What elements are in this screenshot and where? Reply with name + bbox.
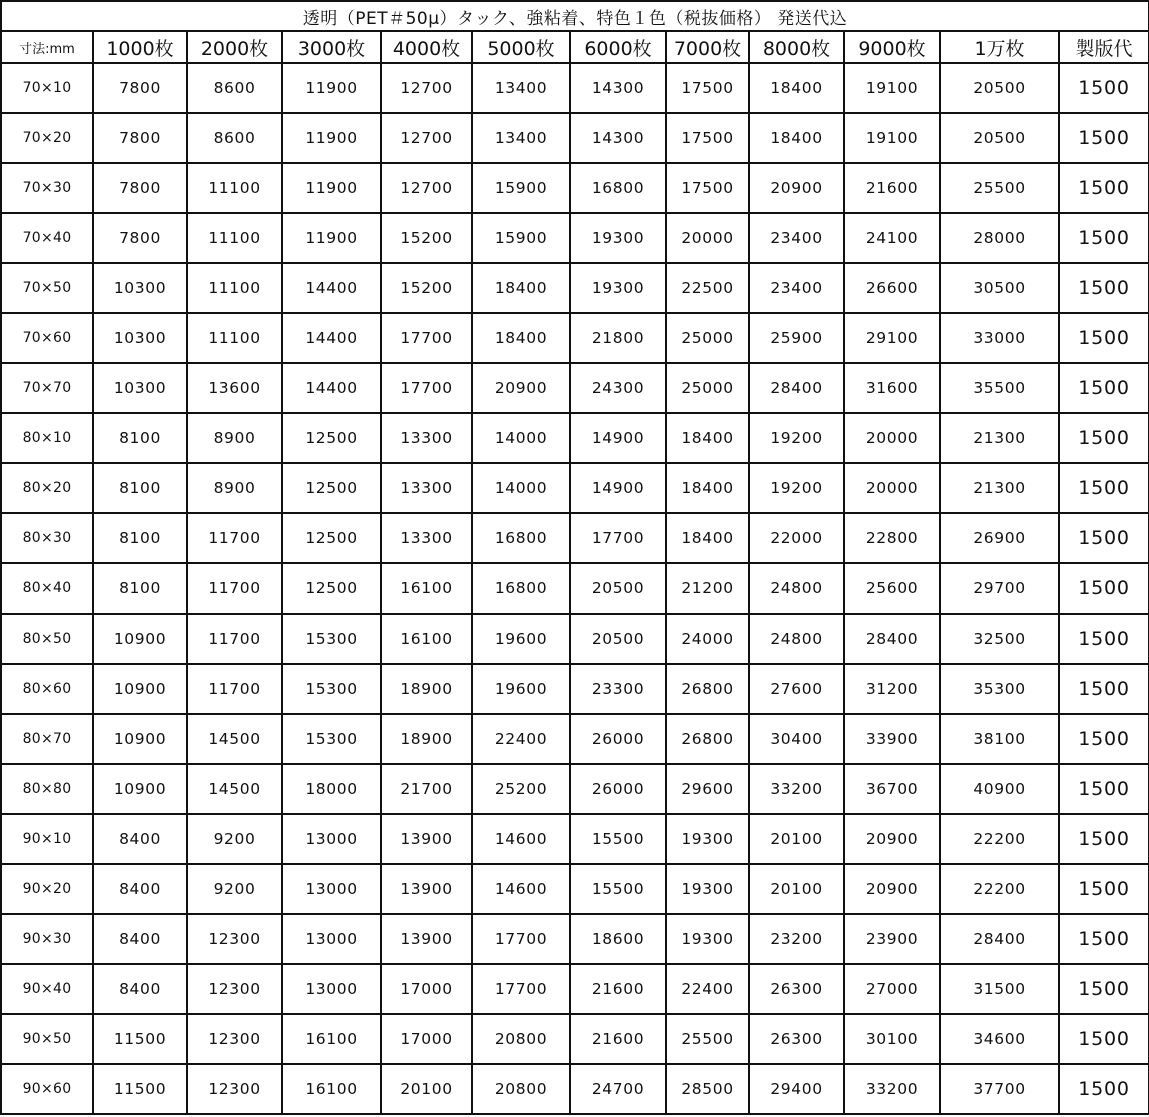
size-cell: 90×10 — [1, 814, 93, 864]
column-header-quantity: 6000枚 — [570, 31, 666, 63]
price-cell: 25000 — [666, 363, 749, 413]
plate-fee-cell: 1500 — [1059, 714, 1149, 764]
plate-fee-cell: 1500 — [1059, 363, 1149, 413]
price-cell: 25000 — [666, 313, 749, 363]
price-cell: 15200 — [381, 263, 472, 313]
size-cell: 80×20 — [1, 463, 93, 513]
price-cell: 20800 — [472, 1064, 570, 1114]
price-cell: 25900 — [749, 313, 844, 363]
plate-fee-cell: 1500 — [1059, 213, 1149, 263]
size-cell: 80×60 — [1, 664, 93, 714]
price-cell: 28000 — [940, 213, 1059, 263]
column-header-quantity: 3000枚 — [282, 31, 381, 63]
price-cell: 21300 — [940, 463, 1059, 513]
price-cell: 12300 — [187, 914, 282, 964]
price-cell: 9200 — [187, 864, 282, 914]
price-cell: 22400 — [472, 714, 570, 764]
plate-fee-cell: 1500 — [1059, 63, 1149, 113]
price-cell: 21300 — [940, 413, 1059, 463]
price-cell: 16100 — [282, 1064, 381, 1114]
plate-fee-cell: 1500 — [1059, 463, 1149, 513]
price-cell: 20900 — [844, 814, 940, 864]
price-cell: 27600 — [749, 664, 844, 714]
price-cell: 13300 — [381, 513, 472, 563]
price-cell: 11700 — [187, 563, 282, 613]
price-cell: 20900 — [844, 864, 940, 914]
price-cell: 38100 — [940, 714, 1059, 764]
price-cell: 30500 — [940, 263, 1059, 313]
price-cell: 14400 — [282, 263, 381, 313]
price-cell: 30400 — [749, 714, 844, 764]
size-cell: 80×10 — [1, 413, 93, 463]
table-row — [1, 614, 1149, 664]
price-cell: 19600 — [472, 614, 570, 664]
price-cell: 8400 — [93, 964, 187, 1014]
price-cell: 18600 — [570, 914, 666, 964]
table-row — [1, 363, 1149, 413]
price-cell: 28500 — [666, 1064, 749, 1114]
price-cell: 8600 — [187, 113, 282, 163]
price-cell: 21600 — [844, 163, 940, 213]
price-cell: 16800 — [472, 563, 570, 613]
price-cell: 12700 — [381, 63, 472, 113]
size-cell: 80×80 — [1, 764, 93, 814]
price-cell: 23300 — [570, 664, 666, 714]
price-cell: 15300 — [282, 664, 381, 714]
price-cell: 18000 — [282, 764, 381, 814]
plate-fee-cell: 1500 — [1059, 614, 1149, 664]
price-cell: 11700 — [187, 513, 282, 563]
price-cell: 20000 — [666, 213, 749, 263]
table-row — [1, 63, 1149, 113]
price-cell: 15300 — [282, 714, 381, 764]
price-cell: 11900 — [282, 113, 381, 163]
table-row — [1, 814, 1149, 864]
price-cell: 24800 — [749, 563, 844, 613]
plate-fee-cell: 1500 — [1059, 513, 1149, 563]
price-cell: 10900 — [93, 764, 187, 814]
price-cell: 20100 — [749, 814, 844, 864]
price-cell: 12500 — [282, 513, 381, 563]
price-cell: 21200 — [666, 563, 749, 613]
price-cell: 14300 — [570, 113, 666, 163]
price-cell: 20500 — [570, 614, 666, 664]
price-cell: 13400 — [472, 113, 570, 163]
price-cell: 8100 — [93, 463, 187, 513]
price-cell: 16100 — [381, 563, 472, 613]
price-cell: 22000 — [749, 513, 844, 563]
table-row — [1, 563, 1149, 613]
price-cell: 14900 — [570, 413, 666, 463]
column-header-quantity: 5000枚 — [472, 31, 570, 63]
table-row — [1, 764, 1149, 814]
table-row — [1, 513, 1149, 563]
price-cell: 13000 — [282, 814, 381, 864]
price-cell: 21700 — [381, 764, 472, 814]
table-row — [1, 914, 1149, 964]
price-cell: 11100 — [187, 163, 282, 213]
price-cell: 19300 — [666, 864, 749, 914]
price-cell: 8400 — [93, 914, 187, 964]
price-cell: 17700 — [472, 914, 570, 964]
table-row — [1, 714, 1149, 764]
price-cell: 13900 — [381, 814, 472, 864]
price-cell: 12700 — [381, 113, 472, 163]
price-cell: 19100 — [844, 63, 940, 113]
price-cell: 16800 — [472, 513, 570, 563]
size-cell: 90×30 — [1, 914, 93, 964]
price-cell: 10300 — [93, 263, 187, 313]
price-cell: 18400 — [666, 513, 749, 563]
price-cell: 15900 — [472, 163, 570, 213]
price-cell: 20500 — [940, 63, 1059, 113]
column-header-plate: 製版代 — [1059, 31, 1149, 63]
price-cell: 22400 — [666, 964, 749, 1014]
table-title: 透明（PET＃50μ）タック、強粘着、特色１色（税抜価格） 発送代込 — [1, 1, 1149, 31]
price-cell: 28400 — [844, 614, 940, 664]
price-cell: 18900 — [381, 714, 472, 764]
price-cell: 12500 — [282, 463, 381, 513]
price-cell: 13300 — [381, 413, 472, 463]
price-cell: 17500 — [666, 163, 749, 213]
price-cell: 20900 — [472, 363, 570, 413]
price-cell: 24100 — [844, 213, 940, 263]
price-cell: 27000 — [844, 964, 940, 1014]
price-cell: 11500 — [93, 1064, 187, 1114]
price-cell: 19300 — [666, 914, 749, 964]
price-cell: 14900 — [570, 463, 666, 513]
price-cell: 17700 — [472, 964, 570, 1014]
price-cell: 22200 — [940, 864, 1059, 914]
price-cell: 25600 — [844, 563, 940, 613]
plate-fee-cell: 1500 — [1059, 1014, 1149, 1064]
column-header-size: 寸法:mm — [1, 31, 93, 63]
size-cell: 90×60 — [1, 1064, 93, 1114]
price-cell: 7800 — [93, 213, 187, 263]
price-cell: 24000 — [666, 614, 749, 664]
plate-fee-cell: 1500 — [1059, 964, 1149, 1014]
price-cell: 22800 — [844, 513, 940, 563]
price-cell: 13600 — [187, 363, 282, 413]
table-row — [1, 313, 1149, 363]
size-cell: 70×70 — [1, 363, 93, 413]
price-cell: 8400 — [93, 864, 187, 914]
size-cell: 70×10 — [1, 63, 93, 113]
price-cell: 14400 — [282, 363, 381, 413]
price-cell: 13400 — [472, 63, 570, 113]
price-cell: 26800 — [666, 714, 749, 764]
price-cell: 17700 — [381, 313, 472, 363]
plate-fee-cell: 1500 — [1059, 163, 1149, 213]
price-cell: 12300 — [187, 1014, 282, 1064]
price-cell: 29700 — [940, 563, 1059, 613]
price-cell: 31600 — [844, 363, 940, 413]
price-cell: 26900 — [940, 513, 1059, 563]
price-cell: 12500 — [282, 413, 381, 463]
price-cell: 20000 — [844, 463, 940, 513]
size-cell: 70×20 — [1, 113, 93, 163]
price-cell: 35500 — [940, 363, 1059, 413]
price-cell: 26000 — [570, 764, 666, 814]
price-cell: 13000 — [282, 964, 381, 1014]
price-cell: 36700 — [844, 764, 940, 814]
plate-fee-cell: 1500 — [1059, 263, 1149, 313]
size-cell: 70×60 — [1, 313, 93, 363]
price-cell: 18400 — [472, 313, 570, 363]
price-cell: 25200 — [472, 764, 570, 814]
price-cell: 29400 — [749, 1064, 844, 1114]
price-cell: 19300 — [570, 263, 666, 313]
price-cell: 13000 — [282, 864, 381, 914]
size-cell: 90×20 — [1, 864, 93, 914]
table-row — [1, 1064, 1149, 1114]
column-header-quantity: 1000枚 — [93, 31, 187, 63]
price-cell: 31500 — [940, 964, 1059, 1014]
price-cell: 15500 — [570, 864, 666, 914]
price-cell: 12300 — [187, 964, 282, 1014]
price-cell: 20000 — [844, 413, 940, 463]
size-cell: 70×50 — [1, 263, 93, 313]
price-cell: 14600 — [472, 814, 570, 864]
price-cell: 28400 — [749, 363, 844, 413]
price-cell: 13300 — [381, 463, 472, 513]
plate-fee-cell: 1500 — [1059, 864, 1149, 914]
price-cell: 21800 — [570, 313, 666, 363]
price-cell: 11900 — [282, 213, 381, 263]
price-cell: 33200 — [844, 1064, 940, 1114]
price-cell: 12300 — [187, 1064, 282, 1114]
plate-fee-cell: 1500 — [1059, 664, 1149, 714]
price-cell: 10300 — [93, 313, 187, 363]
table-row — [1, 664, 1149, 714]
price-cell: 17500 — [666, 113, 749, 163]
price-cell: 35300 — [940, 664, 1059, 714]
price-cell: 20800 — [472, 1014, 570, 1064]
column-header-quantity: 2000枚 — [187, 31, 282, 63]
table-row — [1, 213, 1149, 263]
size-cell: 70×40 — [1, 213, 93, 263]
price-cell: 23900 — [844, 914, 940, 964]
price-cell: 19300 — [666, 814, 749, 864]
price-cell: 33000 — [940, 313, 1059, 363]
price-cell: 31200 — [844, 664, 940, 714]
price-cell: 14500 — [187, 764, 282, 814]
price-cell: 14300 — [570, 63, 666, 113]
title-row — [1, 1, 1149, 31]
price-cell: 13000 — [282, 914, 381, 964]
price-cell: 20900 — [749, 163, 844, 213]
price-cell: 18900 — [381, 664, 472, 714]
price-cell: 20500 — [940, 113, 1059, 163]
price-cell: 14600 — [472, 864, 570, 914]
column-header-quantity: 8000枚 — [749, 31, 844, 63]
size-cell: 80×40 — [1, 563, 93, 613]
header-row — [1, 31, 1149, 63]
price-cell: 37700 — [940, 1064, 1059, 1114]
price-cell: 11100 — [187, 263, 282, 313]
price-cell: 19200 — [749, 413, 844, 463]
column-header-quantity: 7000枚 — [666, 31, 749, 63]
price-cell: 18400 — [749, 113, 844, 163]
price-cell: 23400 — [749, 213, 844, 263]
price-cell: 26800 — [666, 664, 749, 714]
price-cell: 28400 — [940, 914, 1059, 964]
price-cell: 30100 — [844, 1014, 940, 1064]
price-cell: 11900 — [282, 163, 381, 213]
price-cell: 17700 — [381, 363, 472, 413]
price-cell: 8900 — [187, 413, 282, 463]
price-cell: 15300 — [282, 614, 381, 664]
plate-fee-cell: 1500 — [1059, 313, 1149, 363]
price-cell: 17500 — [666, 63, 749, 113]
price-cell: 26600 — [844, 263, 940, 313]
price-cell: 10900 — [93, 664, 187, 714]
table-row — [1, 1014, 1149, 1064]
price-cell: 15200 — [381, 213, 472, 263]
price-cell: 24700 — [570, 1064, 666, 1114]
size-cell: 70×30 — [1, 163, 93, 213]
price-cell: 11100 — [187, 313, 282, 363]
price-cell: 40900 — [940, 764, 1059, 814]
price-cell: 10900 — [93, 714, 187, 764]
price-cell: 19100 — [844, 113, 940, 163]
price-cell: 10900 — [93, 614, 187, 664]
plate-fee-cell: 1500 — [1059, 1064, 1149, 1114]
plate-fee-cell: 1500 — [1059, 413, 1149, 463]
price-cell: 14000 — [472, 413, 570, 463]
price-cell: 24300 — [570, 363, 666, 413]
price-cell: 26300 — [749, 964, 844, 1014]
size-cell: 90×40 — [1, 964, 93, 1014]
price-cell: 18400 — [472, 263, 570, 313]
price-cell: 29600 — [666, 764, 749, 814]
price-cell: 20100 — [381, 1064, 472, 1114]
table-row — [1, 113, 1149, 163]
price-cell: 20500 — [570, 563, 666, 613]
plate-fee-cell: 1500 — [1059, 563, 1149, 613]
price-cell: 19600 — [472, 664, 570, 714]
price-cell: 25500 — [666, 1014, 749, 1064]
price-cell: 15500 — [570, 814, 666, 864]
price-cell: 29100 — [844, 313, 940, 363]
table-row — [1, 964, 1149, 1014]
table-row — [1, 463, 1149, 513]
price-cell: 19300 — [570, 213, 666, 263]
price-cell: 9200 — [187, 814, 282, 864]
price-cell: 25500 — [940, 163, 1059, 213]
table-row — [1, 413, 1149, 463]
column-header-quantity: 1万枚 — [940, 31, 1059, 63]
price-cell: 18400 — [749, 63, 844, 113]
plate-fee-cell: 1500 — [1059, 914, 1149, 964]
column-header-quantity: 9000枚 — [844, 31, 940, 63]
price-cell: 7800 — [93, 63, 187, 113]
price-cell: 14500 — [187, 714, 282, 764]
price-cell: 33900 — [844, 714, 940, 764]
price-cell: 8100 — [93, 413, 187, 463]
price-cell: 15900 — [472, 213, 570, 263]
price-cell: 14000 — [472, 463, 570, 513]
price-cell: 14400 — [282, 313, 381, 363]
price-cell: 24800 — [749, 614, 844, 664]
price-cell: 22500 — [666, 263, 749, 313]
price-cell: 21600 — [570, 964, 666, 1014]
price-cell: 8600 — [187, 63, 282, 113]
price-cell: 12700 — [381, 163, 472, 213]
price-cell: 16100 — [282, 1014, 381, 1064]
price-cell: 11100 — [187, 213, 282, 263]
plate-fee-cell: 1500 — [1059, 814, 1149, 864]
table-row — [1, 263, 1149, 313]
table-body — [1, 63, 1149, 1114]
price-cell: 17700 — [570, 513, 666, 563]
plate-fee-cell: 1500 — [1059, 113, 1149, 163]
price-cell: 13900 — [381, 914, 472, 964]
price-cell: 26000 — [570, 714, 666, 764]
price-cell: 11900 — [282, 63, 381, 113]
column-header-quantity: 4000枚 — [381, 31, 472, 63]
price-cell: 8400 — [93, 814, 187, 864]
price-cell: 7800 — [93, 113, 187, 163]
price-cell: 17000 — [381, 964, 472, 1014]
price-cell: 11700 — [187, 614, 282, 664]
price-cell: 7800 — [93, 163, 187, 213]
price-cell: 21600 — [570, 1014, 666, 1064]
plate-fee-cell: 1500 — [1059, 764, 1149, 814]
price-cell: 8100 — [93, 513, 187, 563]
price-cell: 16800 — [570, 163, 666, 213]
price-cell: 18400 — [666, 413, 749, 463]
price-cell: 11700 — [187, 664, 282, 714]
price-cell: 34600 — [940, 1014, 1059, 1064]
price-cell: 20100 — [749, 864, 844, 914]
price-cell: 23400 — [749, 263, 844, 313]
price-cell: 16100 — [381, 614, 472, 664]
price-cell: 22200 — [940, 814, 1059, 864]
price-cell: 13900 — [381, 864, 472, 914]
price-cell: 12500 — [282, 563, 381, 613]
size-cell: 90×50 — [1, 1014, 93, 1064]
price-cell: 10300 — [93, 363, 187, 413]
price-cell: 26300 — [749, 1014, 844, 1064]
size-cell: 80×70 — [1, 714, 93, 764]
price-cell: 8900 — [187, 463, 282, 513]
price-cell: 32500 — [940, 614, 1059, 664]
size-cell: 80×50 — [1, 614, 93, 664]
price-cell: 8100 — [93, 563, 187, 613]
table-row — [1, 163, 1149, 213]
price-cell: 17000 — [381, 1014, 472, 1064]
price-cell: 18400 — [666, 463, 749, 513]
price-cell: 19200 — [749, 463, 844, 513]
price-cell: 23200 — [749, 914, 844, 964]
price-cell: 33200 — [749, 764, 844, 814]
size-cell: 80×30 — [1, 513, 93, 563]
price-cell: 11500 — [93, 1014, 187, 1064]
table-row — [1, 864, 1149, 914]
